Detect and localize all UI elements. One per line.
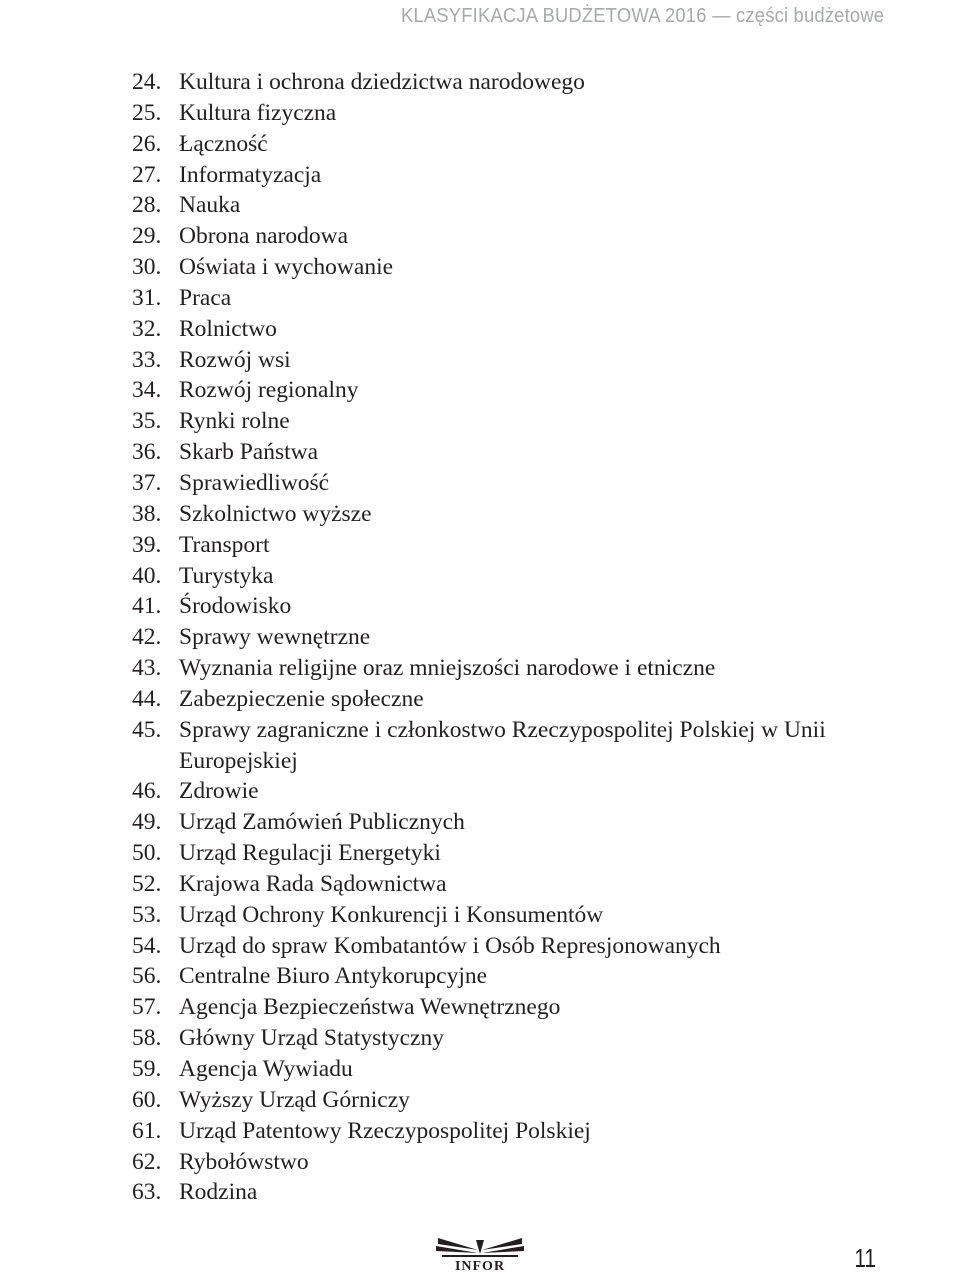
item-label: Urząd Ochrony Konkurencji i Konsumentów — [179, 901, 604, 928]
item-label: Rodzina — [179, 1179, 258, 1206]
header-subtitle: — części budżetowe — [711, 5, 884, 27]
item-label: Wyznania religijne oraz mniejszości narodowe i etniczne — [179, 655, 716, 682]
item-number: 31. — [132, 284, 162, 311]
list-item — [132, 345, 892, 376]
item-label: Sprawiedliwość — [179, 469, 330, 496]
item-label: Rozwój wsi — [179, 346, 291, 373]
item-number: 28. — [132, 192, 162, 219]
item-label: Sprawy wewnętrzne — [179, 624, 371, 651]
list-item — [132, 530, 892, 561]
list-item — [132, 992, 892, 1023]
item-number: 45. — [132, 716, 162, 743]
item-number: 33. — [132, 346, 162, 373]
item-label: Krajowa Rada Sądownictwa — [179, 870, 447, 897]
item-number: 35. — [132, 408, 162, 435]
item-number: 29. — [132, 223, 162, 250]
item-number: 53. — [132, 901, 162, 928]
list-item — [132, 1177, 892, 1208]
list-item — [132, 1147, 892, 1178]
item-number: 40. — [132, 562, 162, 589]
list-item — [132, 869, 892, 900]
item-number: 61. — [132, 1117, 162, 1144]
item-label: Informatyzacja — [179, 161, 322, 188]
item-label: Kultura fizyczna — [179, 99, 337, 126]
item-label: Rolnictwo — [179, 315, 277, 342]
running-header — [401, 5, 884, 28]
list-item — [132, 1085, 892, 1116]
item-label: Praca — [179, 284, 232, 311]
item-number: 32. — [132, 315, 162, 342]
item-number: 37. — [132, 469, 162, 496]
list-item — [132, 961, 892, 992]
item-label: Sprawy zagraniczne i członkostwo Rzeczypospolitej Polskiej w Unii Europejskiej — [179, 716, 826, 774]
item-label: Główny Urząd Statystyczny — [179, 1025, 444, 1052]
item-label: Transport — [179, 531, 270, 558]
list-item — [132, 98, 892, 129]
item-label: Obrona narodowa — [179, 223, 349, 250]
item-label: Rozwój regionalny — [179, 377, 359, 404]
list-item — [132, 283, 892, 314]
list-item — [132, 406, 892, 437]
item-number: 26. — [132, 130, 162, 157]
list-item — [132, 776, 892, 807]
item-label: Agencja Wywiadu — [179, 1056, 353, 1082]
list-item — [132, 807, 892, 838]
header-title: KLASYFIKACJA BUDŻETOWA 2016 — [400, 5, 707, 27]
item-number: 49. — [132, 809, 162, 836]
item-label: Środowisko — [179, 593, 292, 620]
item-label: Urząd Patentowy Rzeczypospolitej Polskiej — [179, 1117, 591, 1144]
item-label: Szkolnictwo wyższe — [179, 500, 372, 527]
item-number: 38. — [132, 500, 162, 527]
item-label: Skarb Państwa — [179, 439, 319, 466]
list-item — [132, 591, 892, 622]
list-item — [132, 715, 892, 777]
logo-text: INFOR — [454, 1259, 506, 1272]
list-item — [132, 1023, 892, 1054]
item-label: Centralne Biuro Antykorupcyjne — [179, 963, 488, 990]
item-label: Urząd Zamówień Publicznych — [179, 809, 465, 836]
list-item — [132, 314, 892, 345]
item-number: 50. — [132, 840, 162, 867]
list-item — [132, 931, 892, 962]
item-number: 60. — [132, 1086, 162, 1113]
item-label: Oświata i wychowanie — [179, 254, 394, 281]
item-number: 42. — [132, 624, 162, 651]
list-item — [132, 653, 892, 684]
list-item — [132, 1116, 892, 1147]
list-item — [132, 1054, 892, 1085]
item-number: 58. — [132, 1025, 162, 1052]
item-number: 59. — [132, 1056, 162, 1082]
item-number: 39. — [132, 531, 162, 558]
item-number: 57. — [132, 994, 162, 1021]
item-label: Rybołówstwo — [179, 1148, 309, 1175]
item-label: Turystyka — [179, 562, 274, 589]
item-label: Agencja Bezpieczeństwa Wewnętrznego — [179, 994, 561, 1021]
item-label: Kultura i ochrona dziedzictwa narodowego — [179, 69, 585, 95]
budget-parts-list — [132, 67, 892, 1208]
item-number: 24. — [132, 69, 162, 95]
item-number: 41. — [132, 593, 162, 620]
infor-logo-icon — [434, 1236, 526, 1272]
list-item — [132, 221, 892, 252]
item-label: Zdrowie — [179, 778, 259, 805]
list-item — [132, 622, 892, 653]
page-number: 11 — [854, 1243, 876, 1273]
item-number: 52. — [132, 870, 162, 897]
item-label: Wyższy Urząd Górniczy — [179, 1086, 410, 1113]
list-item — [132, 684, 892, 715]
list-item — [132, 468, 892, 499]
item-label: Urząd Regulacji Energetyki — [179, 840, 441, 867]
list-item — [132, 67, 892, 98]
list-item — [132, 838, 892, 869]
list-item — [132, 437, 892, 468]
list-item — [132, 252, 892, 283]
item-label: Nauka — [179, 192, 241, 219]
item-number: 56. — [132, 963, 162, 990]
item-number: 54. — [132, 932, 162, 959]
item-label: Łączność — [179, 130, 268, 157]
item-label: Zabezpieczenie społeczne — [179, 685, 424, 712]
item-number: 44. — [132, 685, 162, 712]
item-number: 63. — [132, 1179, 162, 1206]
item-number: 43. — [132, 655, 162, 682]
list-item — [132, 190, 892, 221]
item-label: Urząd do spraw Kombatantów i Osób Represjonowanych — [179, 932, 721, 959]
item-number: 27. — [132, 161, 162, 188]
list-item — [132, 561, 892, 592]
list-item — [132, 900, 892, 931]
list-item — [132, 499, 892, 530]
item-number: 30. — [132, 254, 162, 281]
list-item — [132, 160, 892, 191]
list-item — [132, 375, 892, 406]
item-number: 62. — [132, 1148, 162, 1175]
list-item — [132, 129, 892, 160]
item-number: 36. — [132, 439, 162, 466]
item-number: 46. — [132, 778, 162, 805]
item-number: 25. — [132, 99, 162, 126]
item-number: 34. — [132, 377, 162, 404]
item-label: Rynki rolne — [179, 408, 290, 435]
